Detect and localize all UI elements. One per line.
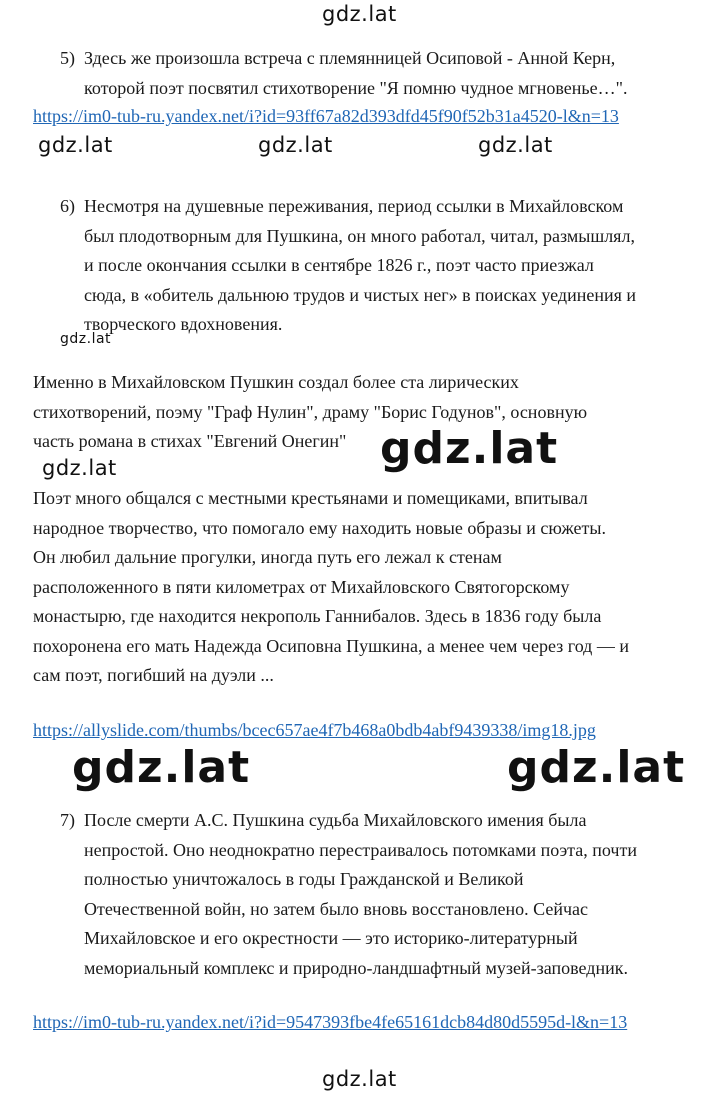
item-7-line: непростой. Оно неоднократно перестраивалось потомками поэта, почти bbox=[84, 839, 637, 860]
watermark-bottom: gdz.lat bbox=[322, 1067, 397, 1091]
item-7-line: После смерти А.С. Пушкина судьба Михайловского имения была bbox=[84, 810, 587, 830]
paragraph-life-line: сам поэт, погибший на дуэли ... bbox=[33, 665, 274, 685]
watermark-top: gdz.lat bbox=[322, 2, 397, 26]
item-6-text bbox=[84, 192, 636, 340]
paragraph-works-line: Именно в Михайловском Пушкин создал более ста лирических bbox=[33, 372, 519, 392]
item-6-line: был плодотворным для Пушкина, он много работал, читал, размышлял, bbox=[84, 225, 635, 246]
paragraph-life-line: похоронена его мать Надежда Осиповна Пушкина, а менее чем через год — и bbox=[33, 635, 629, 656]
paragraph-works bbox=[33, 368, 587, 457]
paragraph-life bbox=[33, 484, 629, 691]
item-6-line: творческого вдохновения. bbox=[84, 314, 283, 334]
watermark-large-2: gdz.lat bbox=[72, 742, 251, 793]
item-5-line: которой поэт посвятил стихотворение "Я помню чудное мгновенье…". bbox=[84, 77, 628, 98]
paragraph-works-line: стихотворений, поэму "Граф Нулин", драму "Борис Годунов", основную bbox=[33, 401, 588, 422]
item-5-number: 5) bbox=[60, 48, 75, 68]
paragraph-life-link[interactable]: https://allyslide.com/thumbs/bcec657ae4f7b468a0bdb4abf9439338/img18.jpg bbox=[33, 720, 596, 740]
watermark-center-1: gdz.lat bbox=[258, 133, 333, 157]
item-7-line: мемориальный комплекс и природно-ландшафтный музей-заповедник. bbox=[84, 957, 628, 978]
watermark-small: gdz.lat bbox=[60, 331, 112, 347]
paragraph-life-line: расположенного в пяти километрах от Михайловского Святогорскому bbox=[33, 576, 570, 597]
item-7-line: Отечественной войн, но затем было вновь восстановлено. Сейчас bbox=[84, 898, 589, 919]
item-7-line: Михайловское и его окрестности — это историко-литературный bbox=[84, 928, 578, 948]
watermark-right-1: gdz.lat bbox=[478, 133, 553, 157]
item-5-link[interactable]: https://im0-tub-ru.yandex.net/i?id=93ff67a82d393dfd45f90f52b31a4520-l&n=13 bbox=[33, 106, 619, 126]
item-5-line: Здесь же произошла встреча с племянницей Осиповой - Анной Керн, bbox=[84, 48, 616, 68]
watermark-large-1: gdz.lat bbox=[380, 423, 559, 474]
item-6-line: Несмотря на душевные переживания, период ссылки в Михайловском bbox=[84, 196, 624, 216]
item-6-number: 6) bbox=[60, 196, 75, 216]
item-5-text bbox=[84, 44, 627, 103]
paragraph-life-line: Он любил дальние прогулки, иногда путь его лежал к стенам bbox=[33, 547, 502, 567]
item-7-line: полностью уничтожалось в годы Гражданской и Великой bbox=[84, 869, 524, 889]
paragraph-works-line: часть романа в стихах "Евгений Онегин" bbox=[33, 431, 347, 451]
paragraph-life-line: монастырю, где находится некрополь Ганнибалов. Здесь в 1836 году была bbox=[33, 606, 602, 626]
watermark-left-2: gdz.lat bbox=[42, 456, 117, 480]
paragraph-life-line: народное творчество, что помогало ему находить новые образы и сюжеты. bbox=[33, 517, 606, 538]
item-7-text bbox=[84, 806, 637, 983]
item-7-link[interactable]: https://im0-tub-ru.yandex.net/i?id=9547393fbe4fe65161dcb84d80d5595d-l&n=13 bbox=[33, 1012, 628, 1032]
item-6-line: сюда, в «обитель дальнюю трудов и чистых нег» в поисках уединения и bbox=[84, 284, 636, 305]
watermark-left-1: gdz.lat bbox=[38, 133, 113, 157]
watermark-large-3: gdz.lat bbox=[507, 742, 686, 793]
paragraph-life-line: Поэт много общался с местными крестьянами и помещиками, впитывал bbox=[33, 488, 588, 508]
item-6-line: и после окончания ссылки в сентябре 1826 г., поэт часто приезжал bbox=[84, 255, 594, 275]
item-7-number: 7) bbox=[60, 810, 75, 830]
